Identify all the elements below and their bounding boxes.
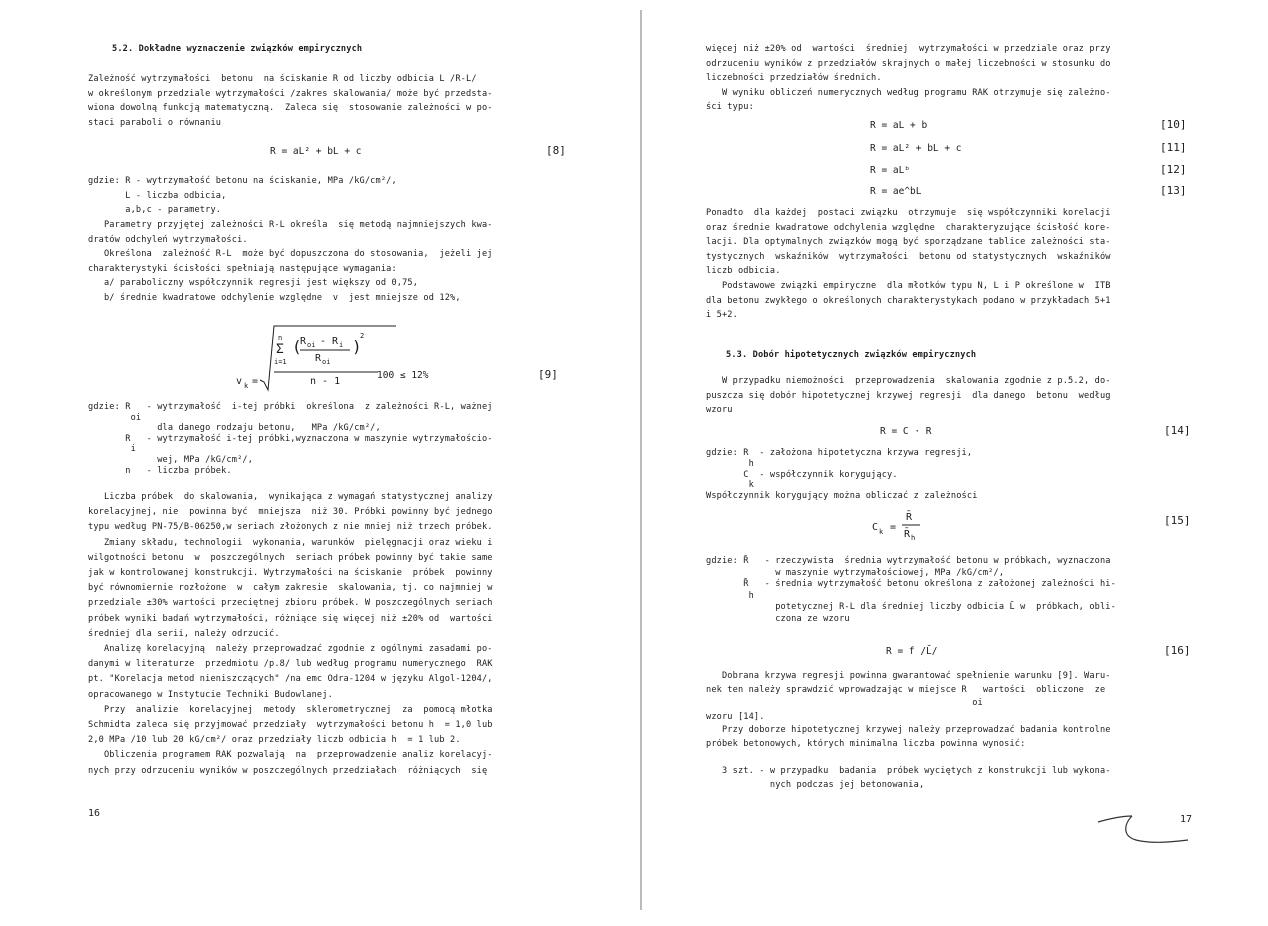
equation-14: R = C · R xyxy=(880,426,932,437)
left-para3-line: korelacyjnej, nie powinna być mniejsza niż 30. Próbki powinny być jednego xyxy=(88,507,493,518)
right-para4-line: nek ten należy sprawdzić wprowadzając w miejsce R wartości obliczone ze xyxy=(706,684,1106,695)
right-para2-line: tystycznych wskaźników wytrzymałości betonu od statystycznych wskaźników xyxy=(706,251,1111,262)
equation-15-number: [15] xyxy=(1164,514,1191,527)
right-para4-line: wzoru [14]. xyxy=(706,711,765,722)
left-para1-line: staci paraboli o równaniu xyxy=(88,117,222,128)
left-para1-line: w określonym przedziale wytrzymałości /zakres skalowania/ może być przedsta- xyxy=(88,88,493,99)
left-where2-line: n - liczba próbek. xyxy=(88,465,232,476)
left-para3-line: wilgotności betonu w poszczególnych seriach próbek powinny być takie same xyxy=(88,552,493,563)
svg-text:): ) xyxy=(352,337,362,356)
svg-text:=: = xyxy=(252,376,259,387)
right-para4-line: 3 szt. - w przypadku badania próbek wyciętych z konstrukcji lub wykona- xyxy=(706,766,1111,777)
eq9-denom: n - 1 xyxy=(310,376,341,387)
right-para4-line xyxy=(706,752,1111,766)
right-para2-line: Ponadto dla każdej postaci związku otrzymuje się współczynniki korelacji xyxy=(706,208,1111,218)
eq9-sum-top: n xyxy=(278,334,283,342)
left-para3-line: średniej dla serii, należy odrzucić. xyxy=(88,628,280,639)
right-para4-line: próbek betonowych, których minimalna liczba powinna wynosić: xyxy=(706,738,1026,749)
left-para3-line: Liczba próbek do skalowania, wynikająca z wymagań statystycznej analizy xyxy=(88,492,493,502)
handwritten-mark-icon xyxy=(1092,808,1192,848)
left-para3-line: nych przy odrzuceniu wyników w poszczególnych przedziałach różniących się xyxy=(88,765,488,776)
left-where2-line: oi xyxy=(88,412,142,423)
eq15-bot: R̄ xyxy=(904,529,911,540)
right-para2-line: liczb odbicia. xyxy=(706,266,781,277)
eq9-frac-minus: - R xyxy=(320,336,339,347)
equation-10: R = aL + b xyxy=(870,120,928,131)
right-where2-line: potetycznej R-L dla średniej liczby odbicia L̄ w próbkach, obli- xyxy=(706,602,1116,613)
left-where-2 xyxy=(88,402,493,476)
right-para2-line: oraz średnie kwadratowe odchylenia względne charakteryzujące ścisłość kore- xyxy=(706,222,1111,233)
left-where2-line: R - wytrzymałość i-tej próbki,wyznaczona w maszynie wytrzymałościo- xyxy=(88,433,493,444)
left-where2-line: gdzie: R - wytrzymałość i-tej próbki określona z zależności R-L, ważnej xyxy=(88,402,493,412)
right-para1-line: odrzuceniu wyników z przedziałów skrajnych o małej liczebności w stosunku do xyxy=(706,58,1111,69)
eq9-lhs: v xyxy=(236,376,243,387)
left-para1-line: Zależność wytrzymałości betonu na ściskanie R od liczby odbicia L /R-L/ xyxy=(88,74,477,84)
left-para3-line: Obliczenia programem RAK pozwalają na przeprowadzenie analiz korelacyj- xyxy=(88,750,493,761)
left-paragraph-1 xyxy=(88,72,493,130)
right-para4-line: nych podczas jej betonowania, xyxy=(706,779,925,790)
equation-13: R = ae^bL xyxy=(870,186,922,197)
left-para3-line: przedziale ±30% wartości przeciętnej zbioru próbek. W poszczególnych seriach xyxy=(88,598,493,609)
left-where2-line: i xyxy=(88,444,136,455)
eq9-frac-top: R xyxy=(300,336,307,347)
right-where-2 xyxy=(706,556,1116,626)
right-where1-line: h xyxy=(706,458,754,469)
eq9-frac-top-sub: oi xyxy=(307,341,316,349)
right-paragraph-1 xyxy=(706,42,1111,115)
right-para4-line: Dobrana krzywa regresji powinna gwarantować spełnienie warunku [9]. Waru- xyxy=(706,671,1111,681)
left-where1-line: a,b,c - parametry. xyxy=(88,205,222,216)
right-paragraph-4 xyxy=(706,670,1111,792)
equation-16: R = f /L̄/ xyxy=(886,646,938,657)
equation-9-number: [9] xyxy=(538,368,558,381)
left-para2-line: charakterystyki ścisłości spełniają następujące wymagania: xyxy=(88,263,397,274)
right-paragraph-3 xyxy=(706,374,1111,418)
left-para3-line: 2,0 MPa /10 lub 20 kG/cm²/ oraz przedziały liczb odbicia h = 1 lub 2. xyxy=(88,735,461,746)
right-where1-line: C - współczynnik korygujący. xyxy=(706,469,898,480)
left-where2-line: dla danego rodzaju betonu, MPa /kG/cm²/, xyxy=(88,423,381,434)
left-para3-line: Zmiany składu, technologii wykonania, warunków pielęgnacji oraz wieku i xyxy=(88,537,493,548)
eq15-top: R̄ xyxy=(906,512,913,523)
eq15-lhs-sub: k xyxy=(879,528,884,536)
right-para2-line: dla betonu zwykłego o określonych charakterystykach podano w przykładach 5+1 xyxy=(706,295,1111,306)
page-number-left: 16 xyxy=(88,808,101,819)
right-page xyxy=(640,0,1268,926)
right-para4-line: Przy doborze hipotetycznej krzywej należy przeprowadzać badania kontrolne xyxy=(706,725,1111,736)
left-para2-line: dratów odchyleń wytrzymałości. xyxy=(88,234,248,245)
right-where-1 xyxy=(706,448,978,502)
right-where2-line: R̄ - średnia wytrzymałość betonu określona z założonej zależności hi- xyxy=(706,579,1116,590)
left-para3-line: Analizę korelacyjną należy przeprowadzać zgodnie z ogólnymi zasadami po- xyxy=(88,644,493,655)
equation-8-number: [8] xyxy=(546,144,566,157)
left-para3-line: pt. "Korelacja metod nieniszczących" /na emc Odra-1204 w języku Algol-1204/, xyxy=(88,674,493,685)
equation-11-number: [11] xyxy=(1160,141,1187,154)
right-where2-line: w maszynie wytrzymałościowej, MPa /kG/cm²/, xyxy=(706,567,1005,578)
left-para2-line: Parametry przyjętej zależności R-L określa się metodą najmniejszych kwa- xyxy=(88,220,493,230)
left-para1-line: wiona dowolną funkcją matematyczną. Zaleca się stosowanie zależności w po- xyxy=(88,103,493,114)
right-para1-line: W wyniku obliczeń numerycznych według programu RAK otrzymuje się zależno- xyxy=(706,87,1111,98)
right-para4-line: oi xyxy=(706,698,983,709)
right-para1-line: ści typu: xyxy=(706,102,754,113)
eq15-bot-sub: h xyxy=(911,534,916,542)
right-para2-line: Podstawowe związki empiryczne dla młotków typu N, L i P określone w ITB xyxy=(706,280,1111,291)
right-para2-line: lacji. Dla optymalnych związków mogą być sporządzane tablice zależności sta- xyxy=(706,237,1111,248)
left-para3-line: opracowanego w Instytucie Techniki Budowlanej. xyxy=(88,689,333,700)
svg-text:Σ: Σ xyxy=(276,342,284,357)
left-para3-line: próbek wyniki badań wytrzymałości, różniące się więcej niż ±20% od wartości xyxy=(88,613,493,624)
left-para2-line: a/ paraboliczny współczynnik regresji jest większy od 0,75, xyxy=(88,278,419,289)
right-para1-line: liczebności przedziałów średnich. xyxy=(706,73,882,84)
right-paragraph-2 xyxy=(706,206,1111,323)
right-where2-line: gdzie: R̄ - rzeczywista średnia wytrzymałość betonu w próbkach, wyznaczona xyxy=(706,556,1111,566)
right-para3-line: W przypadku niemożności przeprowadzenia skalowania zgodnie z p.5.2, do- xyxy=(706,376,1111,386)
left-para3-line: Przy analizie korelacyjnej metody sklerometrycznej za pomocą młotka xyxy=(88,704,493,715)
right-where1-line: Współczynnik korygujący można obliczać z zależności xyxy=(706,491,978,502)
eq9-sum-bot: i=1 xyxy=(274,358,287,366)
equation-9-tail: 100 ≤ 12% xyxy=(377,370,429,381)
svg-text:2: 2 xyxy=(360,332,365,340)
right-para2-line: i 5+2. xyxy=(706,310,738,321)
equation-14-number: [14] xyxy=(1164,424,1191,437)
equation-11: R = aL² + bL + c xyxy=(870,143,962,154)
page-number-right: 17 xyxy=(1180,814,1193,825)
left-paragraph-3 xyxy=(88,490,493,779)
left-para3-line: jak w kontrolowanej konstrukcji. Wytrzymałości na ściskanie próbek powinny xyxy=(88,568,493,579)
right-where2-line: czona ze wzoru xyxy=(706,613,850,624)
right-para3-line: puszcza się dobór hipotetycznej krzywej regresji dla danego betonu według xyxy=(706,390,1111,401)
left-para2-line: Określona zależność R-L może być dopuszczona do stosowania, jeżeli jej xyxy=(88,249,493,260)
eq9-lhs-sub: k xyxy=(244,382,249,390)
left-para3-line: typu według PN-75/B-06250,w seriach złożonych z nie mniej niż trzech próbek. xyxy=(88,522,493,533)
eq15-lhs: C xyxy=(872,522,879,533)
section-title-5-2: 5.2. Dokładne wyznaczenie związków empirycznych xyxy=(112,44,363,54)
left-where1-line: gdzie: R - wytrzymałość betonu na ściskanie, MPa /kG/cm²/, xyxy=(88,176,397,186)
left-para3-line: danymi w literaturze przedmiotu /p.8/ lub według programu numerycznego RAK xyxy=(88,659,493,670)
right-para1-line: więcej niż ±20% od wartości średniej wytrzymałości w przedziale oraz przy xyxy=(706,44,1111,54)
eq9-frac-bot: R xyxy=(315,353,322,364)
left-paragraph-2 xyxy=(88,218,493,306)
left-para3-line: Schmidta zaleca się przyjmować przedziały wytrzymałości betonu h = 1,0 lub xyxy=(88,720,493,731)
equation-8: R = aL² + bL + c xyxy=(270,146,362,157)
equation-10-number: [10] xyxy=(1160,118,1187,131)
left-para3-line: być równomiernie rozłożone w całym zakresie skalowania, tj. co najmniej w xyxy=(88,583,493,594)
svg-text:(: ( xyxy=(292,337,302,356)
equation-16-number: [16] xyxy=(1164,644,1191,657)
right-where1-line: k xyxy=(706,480,754,491)
equation-12: R = aLᵇ xyxy=(870,165,911,176)
eq9-frac-minus-sub: i xyxy=(339,341,344,349)
left-where-1 xyxy=(88,174,397,218)
right-where2-line: h xyxy=(706,590,754,601)
section-title-5-3: 5.3. Dobór hipotetycznych związków empirycznych xyxy=(726,350,977,360)
right-where1-line: gdzie: R - założona hipotetyczna krzywa regresji, xyxy=(706,448,973,458)
equation-15 xyxy=(868,506,958,546)
left-where2-line: wej, MPa /kG/cm²/, xyxy=(88,454,254,465)
right-para3-line: wzoru xyxy=(706,405,733,416)
equation-12-number: [12] xyxy=(1160,163,1187,176)
left-where1-line: L - liczba odbicia, xyxy=(88,190,227,201)
equation-9 xyxy=(220,322,430,392)
left-para2-line: b/ średnie kwadratowe odchylenie względne v jest mniejsze od 12%, xyxy=(88,292,461,303)
svg-text:=: = xyxy=(890,522,897,533)
eq9-frac-bot-sub: oi xyxy=(322,358,331,366)
equation-13-number: [13] xyxy=(1160,184,1187,197)
